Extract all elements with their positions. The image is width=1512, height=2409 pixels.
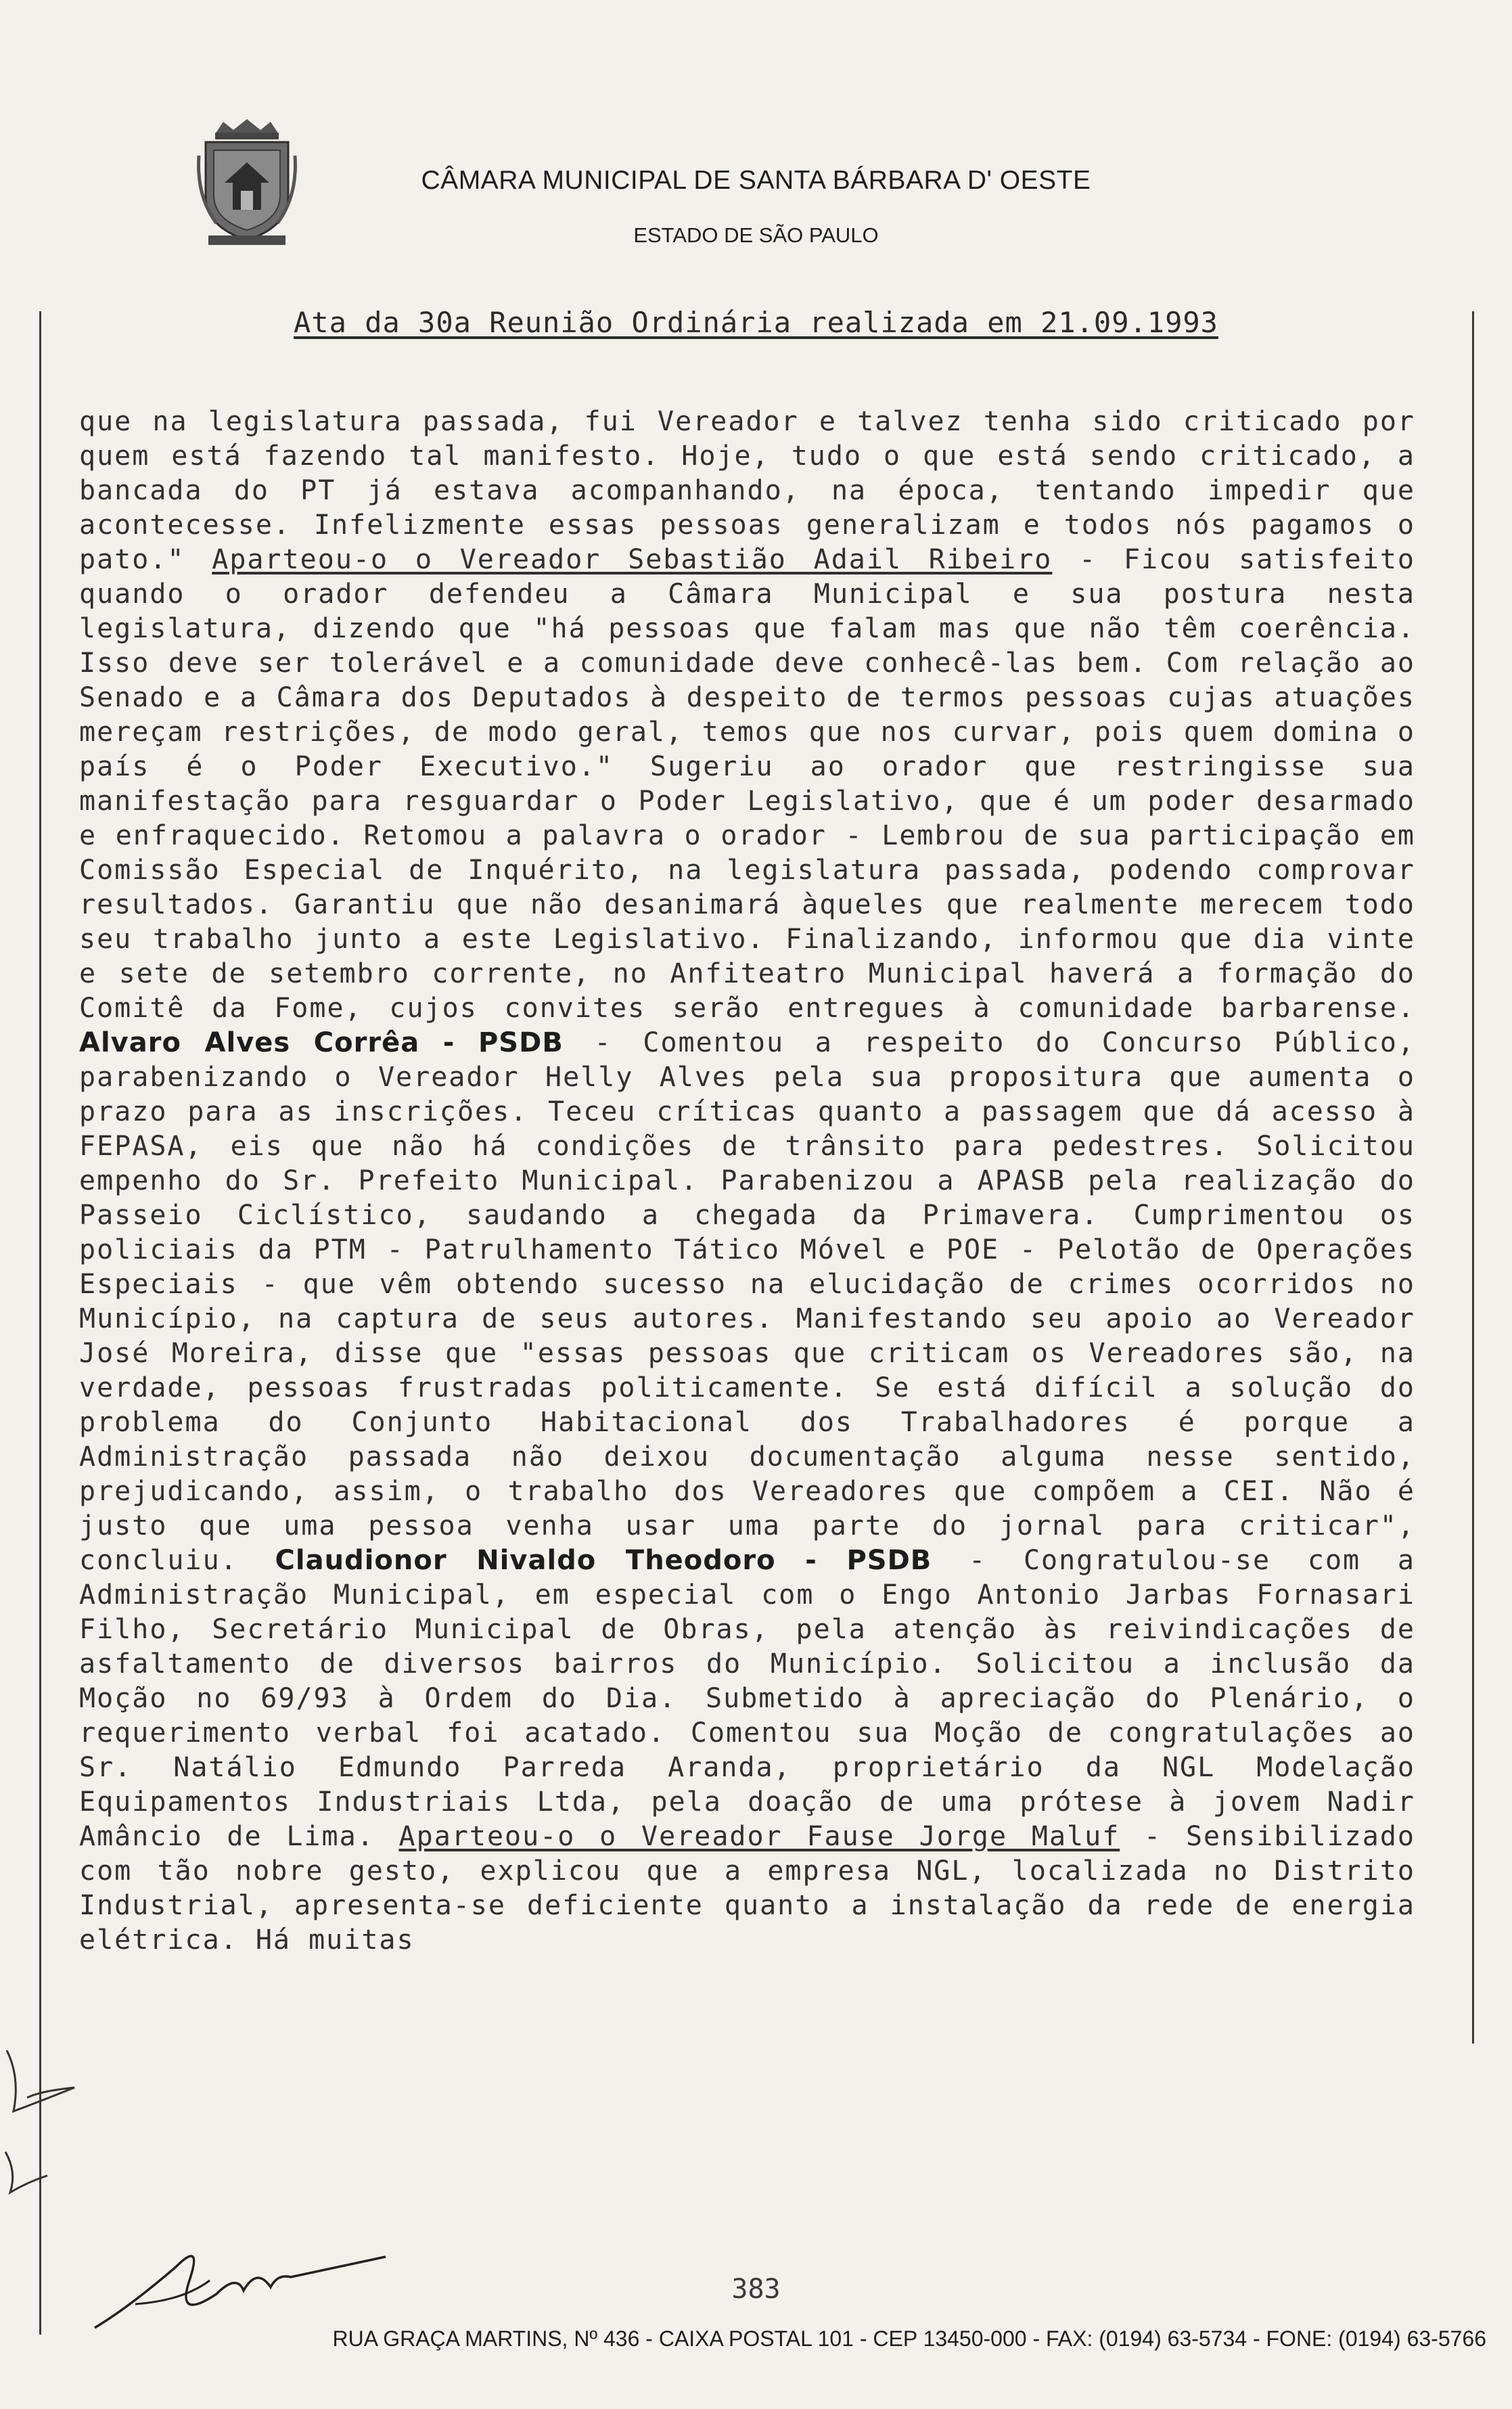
minutes-body: [79, 405, 1415, 1958]
body-text-segment: - Congratulou-se com a Administração Municipal, em especial com o Engo Antonio Jarbas Fornasari Filho, Secretário Municipal de Obras, pela atenção às reivindicações de asfaltamento de diversos bairros do Município. Solicitou a inclusão da Moção no 69/93 à Ordem do Dia. Submetido à apreciação do Plenário, o requerimento verbal foi acatado. Comentou sua Moção de congratulações ao Sr. Natálio Edmundo Parreda Aranda, proprietário da NGL Modelação Equipamentos Industriais Ltda, pela doação de uma prótese à jovem Nadir Amâncio de Lima.: [79, 1545, 1416, 1852]
council-name: CÂMARA MUNICIPAL DE SANTA BÁRBARA D' OESTE: [421, 166, 1091, 195]
meeting-title: Ata da 30a Reunião Ordinária realizada em 21.09.1993: [294, 306, 1218, 339]
footer-address: RUA GRAÇA MARTINS, Nº 436 - CAIXA POSTAL 101 - CEP 13450-000 - FAX: (0194) 63-5734 - FONE: (0194) 63-5766: [332, 2326, 1486, 2351]
page-number: 383: [731, 2274, 781, 2305]
aparte-speaker: Aparteou-o o Vereador Sebastião Adail Ribeiro: [212, 544, 1053, 575]
minutes-paragraph: [79, 405, 1415, 1958]
speaker-name: Claudionor Nivaldo Theodoro - PSDB: [275, 1545, 932, 1576]
speaker-name: Alvaro Alves Corrêa - PSDB: [79, 1027, 564, 1058]
right-margin-rule: [1472, 311, 1474, 2044]
body-text-segment: - Comentou a respeito do Concurso Público, parabenizando o Vereador Helly Alves pela sua propositura que aumenta o prazo para as inscrições. Teceu críticas quanto a passagem que dá acesso à FEPASA, eis que não há condições de trânsito para pedestres. Solicitou empenho do Sr. Prefeito Municipal. Parabenizou a APASB pela realização do Passeio Ciclístico, saudando a chegada da Primavera. Cumprimentou os policiais da PTM - Patrulhamento Tático Móvel e POE - Pelotão de Operações Especiais - que vêm obtendo sucesso na elucidação de crimes ocorridos no Município, na captura de seus autores. Manifestando seu apoio ao Vereador José Moreira, disse que "essas pessoas que criticam os Vereadores são, na verdade, pessoas frustradas politicamente. Se está difícil a solução do problema do Conjunto Habitacional dos Trabalhadores é porque a Administração passada não deixou documentação alguma nesse sentido, prejudicando, assim, o trabalho dos Vereadores que compõem a CEI. Não é justo que uma pessoa venha usar uma parte do jornal para criticar", concluiu.: [79, 1027, 1415, 1576]
state-name: ESTADO DE SÃO PAULO: [633, 223, 879, 247]
margin-signature-mark: [0, 2037, 101, 2199]
body-text-segment: - Ficou satisfeito quando o orador defendeu a Câmara Municipal e sua postura nesta legislatura, dizendo que "há pessoas que falam mas que não têm coerência. Isso deve ser tolerável e a comunidade deve conhecê-las bem. Com relação ao Senado e a Câmara dos Deputados à despeito de termos pessoas cujas atuações mereçam restrições, de modo geral, temos que nos curvar, pois quem domina o país é o Poder Executivo." Sugeriu ao orador que restringisse sua manifestação para resguardar o Poder Legislativo, que é um poder desarmado e enfraquecido. Retomou a palavra o orador - Lembrou de sua participação em Comissão Especial de Inquérito, na legislatura passada, podendo comprovar resultados. Garantiu que não desanimará àqueles que realmente merecem todo seu trabalho junto a este Legislativo. Finalizando, informou que dia vinte e sete de setembro corrente, no Anfiteatro Municipal haverá a formação do Comitê da Fome, cujos convites serão entregues à comunidade barbarense.: [79, 544, 1416, 1024]
aparte-speaker: Aparteou-o o Vereador Fause Jorge Maluf: [398, 1821, 1120, 1852]
body-text-segment: - Sensibilizado com tão nobre gesto, explicou que a empresa NGL, localizada no Distrito Industrial, apresenta-se deficiente quanto a instalação da rede de energia elétrica. Há muitas: [79, 1821, 1416, 1956]
left-margin-rule: [39, 311, 41, 2335]
body-text-segment: que na legislatura passada, fui Vereador e talvez tenha sido criticado por quem está fazendo tal manifesto. Hoje, tudo o que está sendo criticado, a bancada do PT já estava acompanhando, na época, tentando impedir que acontecesse. Infelizmente essas pessoas generalizam e todos nós pagamos o pato.": [79, 406, 1415, 575]
